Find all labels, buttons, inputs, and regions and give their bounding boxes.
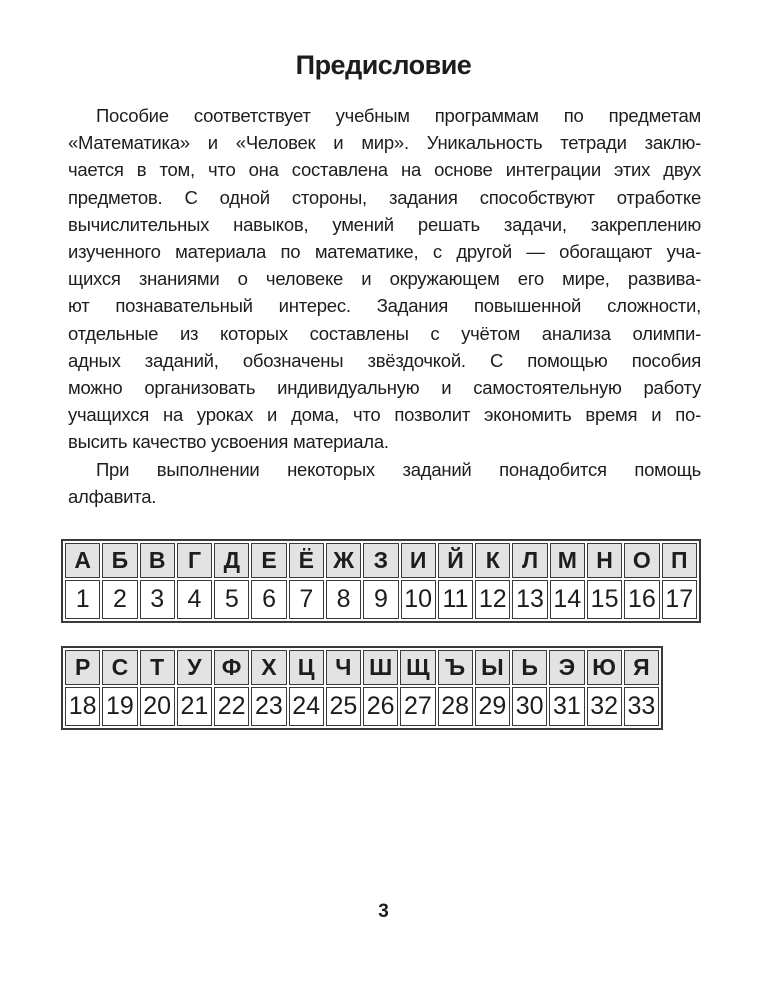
number-cell: 6 bbox=[251, 580, 286, 619]
letter-cell: З bbox=[363, 543, 398, 578]
number-cell: 8 bbox=[326, 580, 361, 619]
number-cell: 1 bbox=[65, 580, 100, 619]
number-row bbox=[65, 580, 697, 619]
letter-cell: У bbox=[177, 650, 212, 685]
number-cell: 3 bbox=[140, 580, 175, 619]
letter-cell: Ф bbox=[214, 650, 249, 685]
letter-cell: Й bbox=[438, 543, 473, 578]
text-line: ют познавательный интерес. Задания повышенной сложности, bbox=[68, 295, 701, 317]
number-cell: 15 bbox=[587, 580, 622, 619]
text-line: адных заданий, обозначены звёздочкой. С помощью пособия bbox=[68, 349, 701, 371]
number-cell: 27 bbox=[400, 687, 435, 726]
paragraph bbox=[68, 456, 701, 510]
number-cell: 5 bbox=[214, 580, 249, 619]
number-cell: 2 bbox=[102, 580, 137, 619]
alphabet-table bbox=[61, 539, 701, 623]
number-cell: 18 bbox=[65, 687, 100, 726]
text-line: можно организовать индивидуальную и самостоятельную работу bbox=[68, 377, 701, 399]
number-cell: 16 bbox=[624, 580, 659, 619]
letter-cell: Х bbox=[251, 650, 286, 685]
letter-cell: Ц bbox=[289, 650, 324, 685]
letter-cell: Ш bbox=[363, 650, 398, 685]
text-line: «Математика» и «Человек и мир». Уникальность тетради заклю- bbox=[68, 132, 701, 154]
page-number: 3 bbox=[378, 901, 389, 922]
text-line: высить качество усвоения материала. bbox=[68, 431, 389, 453]
letter-cell: Я bbox=[624, 650, 659, 685]
letter-cell: С bbox=[102, 650, 137, 685]
letter-cell: Л bbox=[512, 543, 547, 578]
letter-cell: П bbox=[662, 543, 698, 578]
letter-cell: Ж bbox=[326, 543, 361, 578]
letter-cell: И bbox=[401, 543, 436, 578]
letter-row bbox=[65, 650, 659, 685]
number-cell: 25 bbox=[326, 687, 361, 726]
number-cell: 22 bbox=[214, 687, 249, 726]
number-cell: 21 bbox=[177, 687, 212, 726]
letter-cell: Ё bbox=[289, 543, 324, 578]
number-cell: 32 bbox=[587, 687, 622, 726]
letter-cell: Ч bbox=[326, 650, 361, 685]
number-cell: 13 bbox=[512, 580, 547, 619]
number-cell: 12 bbox=[475, 580, 510, 619]
text-line: изученного материала по математике, с другой — обогащают уча- bbox=[68, 241, 701, 263]
number-cell: 31 bbox=[549, 687, 584, 726]
number-cell: 10 bbox=[401, 580, 436, 619]
number-cell: 9 bbox=[363, 580, 398, 619]
letter-cell: Щ bbox=[400, 650, 435, 685]
letter-cell: Ь bbox=[512, 650, 547, 685]
text-line: предметов. С одной стороны, задания способствуют отработке bbox=[68, 186, 701, 208]
letter-cell: К bbox=[475, 543, 510, 578]
number-cell: 29 bbox=[475, 687, 510, 726]
page-title: Предисловие bbox=[295, 50, 472, 80]
text-line: щихся знаниями о человеке и окружающем его мире, развива- bbox=[68, 268, 701, 290]
letter-cell: М bbox=[550, 543, 585, 578]
letter-cell: Е bbox=[251, 543, 286, 578]
number-cell: 20 bbox=[140, 687, 175, 726]
number-cell: 14 bbox=[550, 580, 585, 619]
number-cell: 33 bbox=[624, 687, 659, 726]
text-line: отдельные из которых составлены с учётом анализа олимпи- bbox=[68, 322, 701, 344]
number-cell: 28 bbox=[438, 687, 473, 726]
number-cell: 19 bbox=[102, 687, 137, 726]
letter-cell: О bbox=[624, 543, 659, 578]
letter-cell: Н bbox=[587, 543, 622, 578]
text-line: чается в том, что она составлена на основе интеграции этих двух bbox=[68, 159, 701, 181]
letter-cell: Э bbox=[549, 650, 584, 685]
letter-cell: А bbox=[65, 543, 100, 578]
number-cell: 11 bbox=[438, 580, 473, 619]
letter-cell: Ю bbox=[587, 650, 622, 685]
number-cell: 23 bbox=[251, 687, 286, 726]
text-line: вычислительных навыков, умений решать задачи, закреплению bbox=[68, 213, 701, 235]
number-cell: 30 bbox=[512, 687, 547, 726]
text-line: алфавита. bbox=[68, 485, 157, 507]
letter-cell: Г bbox=[177, 543, 212, 578]
letter-cell: Т bbox=[140, 650, 175, 685]
alphabet-table bbox=[61, 646, 663, 730]
number-cell: 4 bbox=[177, 580, 212, 619]
number-cell: 26 bbox=[363, 687, 398, 726]
letter-cell: Д bbox=[214, 543, 249, 578]
text-line: учащихся на уроках и дома, что позволит экономить время и по- bbox=[68, 404, 701, 426]
number-row bbox=[65, 687, 659, 726]
text-line: При выполнении некоторых заданий понадобится помощь bbox=[96, 458, 701, 480]
body-text bbox=[68, 102, 701, 510]
letter-cell: Р bbox=[65, 650, 100, 685]
letter-cell: Ы bbox=[475, 650, 510, 685]
number-cell: 7 bbox=[289, 580, 324, 619]
text-line: Пособие соответствует учебным программам по предметам bbox=[96, 105, 701, 126]
number-cell: 24 bbox=[289, 687, 324, 726]
number-cell: 17 bbox=[662, 580, 698, 619]
letter-cell: Ъ bbox=[438, 650, 473, 685]
paragraph bbox=[68, 102, 701, 456]
letter-row bbox=[65, 543, 697, 578]
letter-cell: В bbox=[140, 543, 175, 578]
letter-cell: Б bbox=[102, 543, 137, 578]
